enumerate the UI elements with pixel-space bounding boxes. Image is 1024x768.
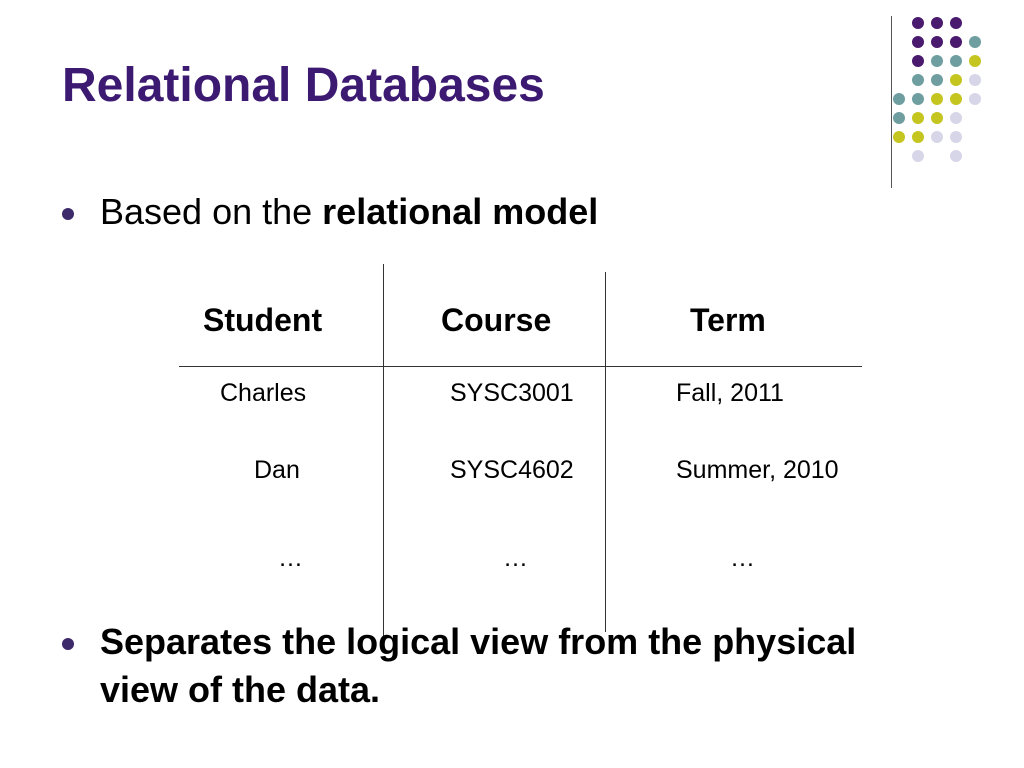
bullet-item-1 bbox=[62, 190, 598, 234]
table-header-divider bbox=[179, 366, 862, 367]
decorative-dot bbox=[931, 131, 943, 143]
decorative-dot bbox=[912, 36, 924, 48]
decorative-dot bbox=[931, 55, 943, 67]
decorative-dot bbox=[931, 112, 943, 124]
bullet-item-2 bbox=[62, 618, 860, 714]
decorative-dot bbox=[950, 74, 962, 86]
decorative-dot bbox=[950, 17, 962, 29]
decorative-dot-grid bbox=[912, 17, 992, 167]
decorative-dot bbox=[969, 93, 981, 105]
table-cell: Fall, 2011 bbox=[676, 379, 784, 407]
decorative-dot bbox=[912, 93, 924, 105]
decorative-dot bbox=[912, 150, 924, 162]
table-cell: Charles bbox=[220, 379, 307, 407]
table-cell: SYSC4602 bbox=[450, 456, 574, 484]
table-cell: … bbox=[730, 544, 755, 572]
decorative-dot bbox=[912, 55, 924, 67]
decorative-vertical-rule bbox=[891, 16, 892, 188]
table-cell: … bbox=[278, 544, 303, 572]
decorative-dot bbox=[931, 74, 943, 86]
decorative-dot bbox=[893, 93, 905, 105]
bullet-icon bbox=[62, 638, 74, 650]
bullet-icon bbox=[62, 208, 74, 220]
table-cell: … bbox=[503, 544, 528, 572]
decorative-dot bbox=[950, 36, 962, 48]
decorative-dot bbox=[912, 112, 924, 124]
table-column-divider-2 bbox=[605, 272, 606, 632]
decorative-dot bbox=[931, 17, 943, 29]
column-header-term: Term bbox=[690, 302, 766, 338]
bullet-text: Separates the logical view from the physical view of the data. bbox=[100, 621, 857, 710]
decorative-dot bbox=[950, 112, 962, 124]
slide-title: Relational Databases bbox=[62, 59, 545, 112]
table-cell: Dan bbox=[254, 456, 300, 484]
decorative-dot bbox=[931, 36, 943, 48]
decorative-dot bbox=[969, 74, 981, 86]
bullet-emphasis: relational model bbox=[322, 191, 599, 232]
decorative-dot bbox=[912, 131, 924, 143]
bullet-text: Based on the relational model bbox=[100, 191, 599, 232]
decorative-dot bbox=[969, 36, 981, 48]
decorative-dot bbox=[950, 93, 962, 105]
table-column-divider-1 bbox=[383, 264, 384, 640]
decorative-dot bbox=[912, 17, 924, 29]
decorative-dot bbox=[931, 93, 943, 105]
column-header-course: Course bbox=[441, 302, 552, 338]
table-cell: SYSC3001 bbox=[450, 379, 574, 407]
decorative-dot bbox=[950, 131, 962, 143]
table-cell: Summer, 2010 bbox=[676, 456, 839, 484]
decorative-dot bbox=[969, 55, 981, 67]
decorative-dot bbox=[893, 131, 905, 143]
decorative-dot bbox=[893, 112, 905, 124]
column-header-student: Student bbox=[203, 302, 323, 338]
decorative-dot bbox=[912, 74, 924, 86]
decorative-dot bbox=[950, 150, 962, 162]
decorative-dot bbox=[950, 55, 962, 67]
